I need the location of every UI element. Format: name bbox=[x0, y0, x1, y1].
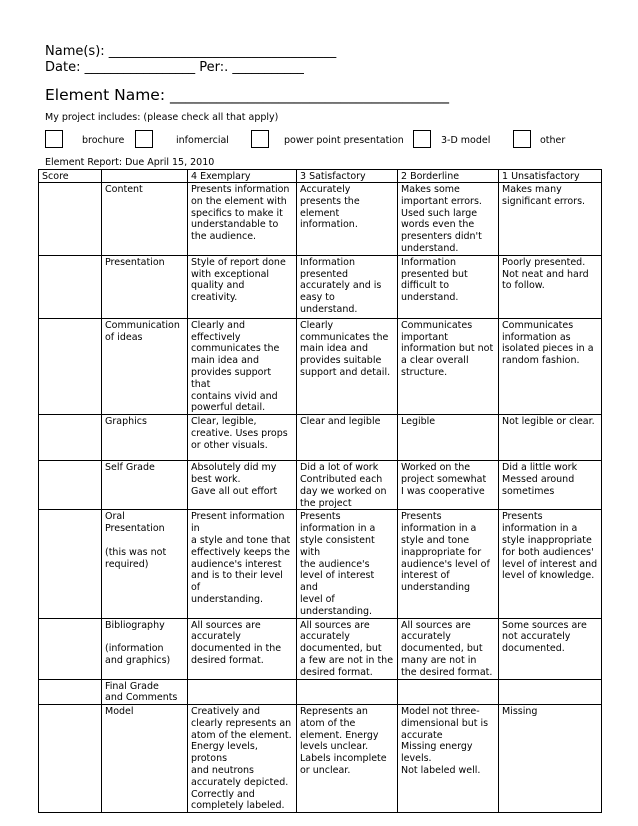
borderline-cell bbox=[398, 461, 499, 510]
cell-text: Poorly presented. Not neat and hard to follow. bbox=[502, 256, 589, 292]
unsatisfactory-cell bbox=[499, 705, 602, 813]
rubric-table bbox=[38, 169, 602, 813]
satisfactory-header: 3 Satisfactory bbox=[297, 170, 398, 183]
exemplary-cell bbox=[188, 679, 297, 705]
unsatisfactory-cell bbox=[499, 679, 602, 705]
exemplary-cell bbox=[188, 705, 297, 813]
exemplary-cell bbox=[188, 415, 297, 461]
unsatisfactory-cell bbox=[499, 510, 602, 618]
cell-text: Missing bbox=[502, 706, 538, 718]
borderline-cell bbox=[398, 510, 499, 618]
cell-text: Accurately presents the element information. bbox=[300, 184, 360, 231]
unsatisfactory-cell bbox=[499, 415, 602, 461]
cell-text: Bibliography (information and graphics) bbox=[105, 619, 171, 666]
power-point-label: power point presentation bbox=[284, 135, 404, 146]
borderline-cell bbox=[398, 415, 499, 461]
table-row bbox=[39, 705, 602, 813]
table-row bbox=[39, 415, 602, 461]
cell-text: Worked on the project somewhat I was cooperative bbox=[401, 462, 487, 497]
cell-text: Legible bbox=[401, 416, 436, 428]
unsatisfactory-cell bbox=[499, 461, 602, 510]
cell-text: Oral Presentation (this was not required) bbox=[105, 511, 167, 570]
unsatisfactory-cell bbox=[499, 618, 602, 679]
cell-text: Presents information in a style inappropriate for both audiences' level of interest and level of knowledge. bbox=[502, 511, 598, 582]
criterion-cell bbox=[102, 255, 188, 318]
cell-text: Presentation bbox=[105, 256, 165, 268]
score-cell[interactable] bbox=[39, 705, 102, 813]
score-cell[interactable] bbox=[39, 679, 102, 705]
3d-model-label: 3-D model bbox=[441, 135, 491, 146]
borderline-cell bbox=[398, 618, 499, 679]
borderline-cell bbox=[398, 679, 499, 705]
cell-text: Information presented accurately and is easy to understand. bbox=[300, 256, 382, 315]
table-row bbox=[39, 318, 602, 414]
exemplary-cell bbox=[188, 183, 297, 256]
borderline-header: 2 Borderline bbox=[398, 170, 499, 183]
cell-text: Communicates important information but not a clear overall structure. bbox=[401, 319, 494, 378]
criterion-cell bbox=[102, 415, 188, 461]
unsatisfactory-cell bbox=[499, 255, 602, 318]
criterion-cell bbox=[102, 618, 188, 679]
project-includes-instruction: My project includes: (please check all that apply) bbox=[45, 112, 279, 123]
table-row bbox=[39, 510, 602, 618]
cell-text: Makes many significant errors. bbox=[502, 184, 586, 207]
cell-text: Content bbox=[105, 184, 143, 195]
score-cell[interactable] bbox=[39, 618, 102, 679]
cell-text: Did a lot of work Contributed each day we worked on the project bbox=[300, 462, 387, 509]
table-header-row bbox=[39, 170, 602, 183]
cell-text: Clearly and effectively communicates the main idea and provides support that contains vivid and powerful detail. bbox=[191, 319, 280, 414]
cell-text: Creatively and clearly represents an atom of the element. Energy levels, protons and neutrons accurately depicted. Correctly and completely labeled. bbox=[191, 706, 292, 812]
satisfactory-cell bbox=[297, 461, 398, 510]
exemplary-cell bbox=[188, 510, 297, 618]
cell-text: Clearly communicates the main idea and provides suitable support and detail. bbox=[300, 319, 391, 378]
table-row bbox=[39, 255, 602, 318]
unsatisfactory-cell bbox=[499, 318, 602, 414]
name-line[interactable]: Name(s): ___________________________________ bbox=[45, 44, 337, 59]
cell-text: All sources are accurately documented, but a few are not in the desired format. bbox=[300, 619, 394, 678]
satisfactory-cell bbox=[297, 415, 398, 461]
cell-text: All sources are accurately documented in the desired format. bbox=[191, 619, 282, 666]
criterion-cell bbox=[102, 510, 188, 618]
exemplary-cell bbox=[188, 255, 297, 318]
score-header: Score bbox=[39, 170, 102, 183]
criterion-cell bbox=[102, 705, 188, 813]
unsatisfactory-cell bbox=[499, 183, 602, 256]
score-cell[interactable] bbox=[39, 318, 102, 414]
criterion-cell bbox=[102, 318, 188, 414]
cell-text: Model not three- dimensional but is accurate Missing energy levels. Not labeled well. bbox=[401, 706, 489, 777]
cell-text: Presents information in a style consistent with the audience's level of interest and level of understanding. bbox=[300, 511, 376, 617]
cell-text: Self Grade bbox=[105, 462, 155, 474]
criterion-cell bbox=[102, 183, 188, 256]
borderline-cell bbox=[398, 705, 499, 813]
satisfactory-cell bbox=[297, 318, 398, 414]
infomercial-checkbox[interactable] bbox=[135, 130, 153, 148]
satisfactory-cell bbox=[297, 183, 398, 256]
satisfactory-cell bbox=[297, 510, 398, 618]
score-cell[interactable] bbox=[39, 510, 102, 618]
cell-text: All sources are accurately documented, but many are not in the desired format. bbox=[401, 619, 493, 678]
cell-text: Absolutely did my best work. Gave all out effort bbox=[191, 462, 278, 497]
cell-text: Model bbox=[105, 706, 134, 718]
score-cell[interactable] bbox=[39, 415, 102, 461]
cell-text: Information presented but difficult to understand. bbox=[401, 256, 468, 304]
table-row bbox=[39, 618, 602, 679]
satisfactory-cell bbox=[297, 705, 398, 813]
criterion-cell bbox=[102, 461, 188, 510]
cell-text: Clear, legible, creative. Uses props or other visuals. bbox=[191, 416, 288, 451]
cell-text: Clear and legible bbox=[300, 416, 381, 428]
exemplary-cell bbox=[188, 318, 297, 414]
cell-text: Presents information on the element with specifics to make it understandable to the audience. bbox=[191, 184, 290, 243]
exemplary-header: 4 Exemplary bbox=[188, 170, 297, 183]
cell-text: Present information in a style and tone that effectively keeps the audience's interest and is to their level of understanding. bbox=[191, 511, 291, 605]
report-title: Element Report: Due April 15, 2010 bbox=[45, 157, 215, 168]
cell-text: Final Grade and Comments bbox=[105, 680, 178, 704]
3d-model-checkbox[interactable] bbox=[413, 130, 431, 148]
table-row bbox=[39, 679, 602, 705]
borderline-cell bbox=[398, 183, 499, 256]
element-name-line[interactable]: Element Name: ____________________________________ bbox=[45, 86, 449, 104]
other-checkbox[interactable] bbox=[513, 130, 531, 148]
cell-text: Graphics bbox=[105, 416, 147, 428]
cell-text: Makes some important errors. Used such large words even the presenters didn't understand. bbox=[401, 184, 482, 254]
unsatisfactory-header: 1 Unsatisfactory bbox=[499, 170, 602, 183]
score-cell[interactable] bbox=[39, 183, 102, 256]
satisfactory-cell bbox=[297, 679, 398, 705]
table-row bbox=[39, 183, 602, 256]
date-period-line[interactable]: Date: _________________ Per:. ___________ bbox=[45, 60, 304, 75]
satisfactory-cell bbox=[297, 255, 398, 318]
borderline-cell bbox=[398, 318, 499, 414]
cell-text: Communication of ideas bbox=[105, 319, 180, 343]
cell-text: Communicates information as isolated pieces in a random fashion. bbox=[502, 319, 594, 367]
cell-text: Not legible or clear. bbox=[502, 416, 595, 428]
other-label: other bbox=[540, 135, 566, 146]
table-row bbox=[39, 461, 602, 510]
brochure-checkbox[interactable] bbox=[45, 130, 63, 148]
cell-text: Presents information in a style and tone inappropriate for audience's level of interest of understanding bbox=[401, 511, 490, 594]
criterion-cell bbox=[102, 679, 188, 705]
cell-text: Did a little work Messed around sometimes bbox=[502, 462, 578, 497]
satisfactory-cell bbox=[297, 618, 398, 679]
cell-text: Style of report done with exceptional quality and creativity. bbox=[191, 256, 286, 304]
brochure-label: brochure bbox=[82, 135, 125, 146]
exemplary-cell bbox=[188, 461, 297, 510]
category-header bbox=[102, 170, 188, 183]
exemplary-cell bbox=[188, 618, 297, 679]
score-cell[interactable] bbox=[39, 461, 102, 510]
score-cell[interactable] bbox=[39, 255, 102, 318]
cell-text: Represents an atom of the element. Energy levels unclear. Labels incomplete or unclear. bbox=[300, 706, 387, 777]
cell-text: Some sources are not accurately documented. bbox=[502, 619, 587, 655]
power-point-checkbox[interactable] bbox=[251, 130, 269, 148]
infomercial-label: infomercial bbox=[176, 135, 229, 146]
borderline-cell bbox=[398, 255, 499, 318]
